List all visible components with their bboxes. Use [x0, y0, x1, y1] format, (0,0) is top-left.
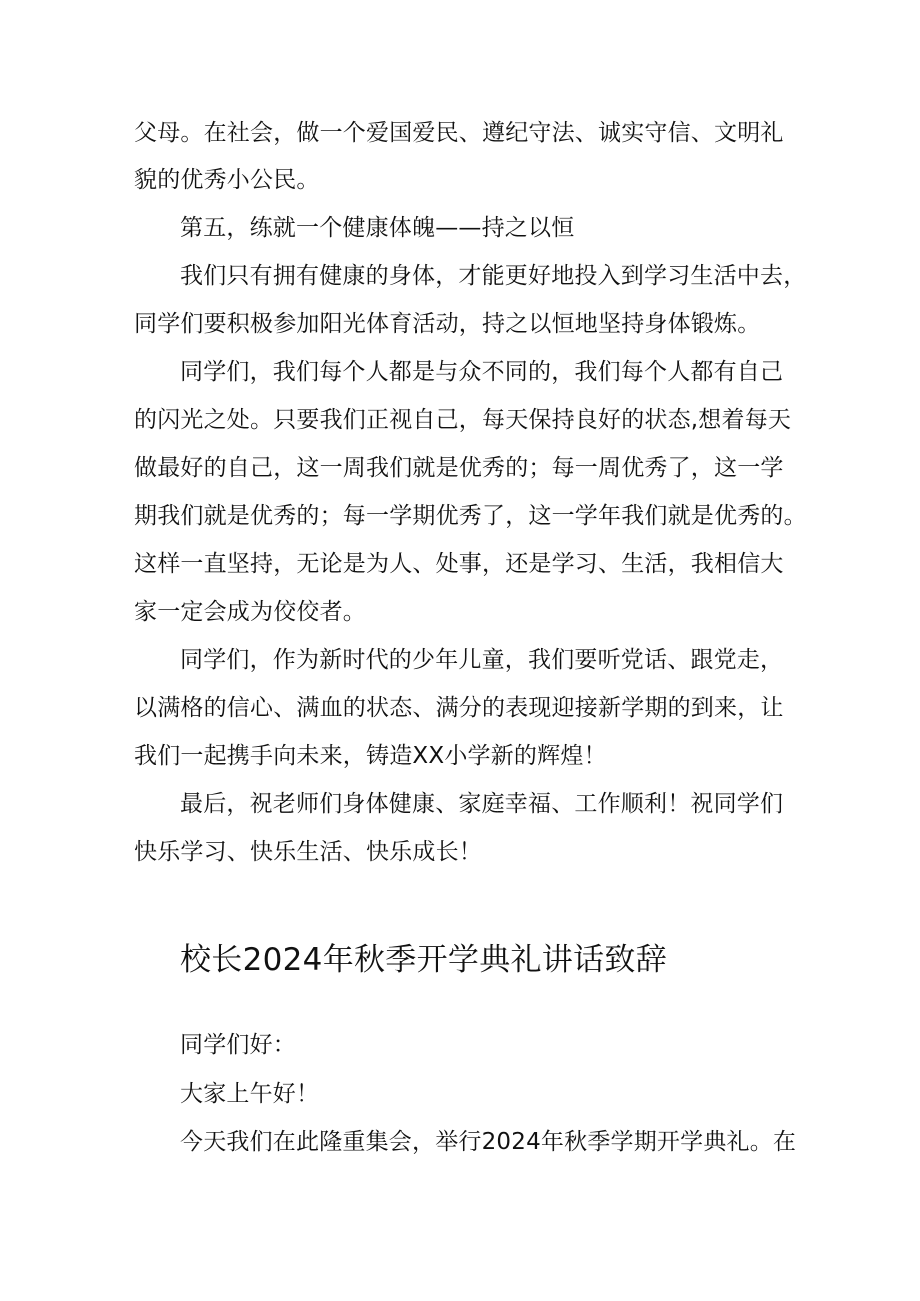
paragraph-line: 这样一直坚持，无论是为人、处事，还是学习、生活，我相信大 — [134, 551, 784, 577]
paragraph-line: 我们只有拥有健康的身体，才能更好地投入到学习生活中去， — [180, 263, 807, 289]
paragraph-line: 以满格的信心、满血的状态、满分的表现迎接新学期的到来，让 — [134, 695, 784, 721]
paragraph-line: 的闪光之处。只要我们正视自己，每天保持良好的状态,想着每天 — [134, 407, 792, 433]
speech-title: 校长2024年秋季开学典礼讲话致辞 — [180, 942, 667, 978]
paragraph-line: 貌的优秀小公民。 — [134, 167, 320, 193]
paragraph-line: 我们一起携手向未来，铸造XX小学新的辉煌！ — [134, 743, 607, 769]
paragraph-line: 家一定会成为佼佼者。 — [134, 599, 366, 625]
section-heading: 第五，练就一个健康体魄——持之以恒 — [180, 215, 575, 241]
paragraph-line: 今天我们在此隆重集会，举行2024年秋季学期开学典礼。在 — [180, 1129, 797, 1155]
paragraph-line: 快乐学习、快乐生活、快乐成长！ — [134, 839, 482, 865]
paragraph-line: 同学们，作为新时代的少年儿童，我们要听党话、跟党走， — [180, 647, 784, 673]
paragraph-line: 期我们就是优秀的；每一学期优秀了，这一学年我们就是优秀的。 — [134, 503, 807, 529]
greeting-line: 大家上午好！ — [180, 1081, 320, 1107]
paragraph-line: 最后，祝老师们身体健康、家庭幸福、工作顺利！祝同学们 — [180, 791, 784, 817]
paragraph-line: 同学们要积极参加阳光体育活动，持之以恒地坚持身体锻炼。 — [134, 311, 761, 337]
greeting-line: 同学们好： — [180, 1032, 296, 1058]
paragraph-line: 父母。在社会，做一个爱国爱民、遵纪守法、诚实守信、文明礼 — [134, 120, 784, 146]
paragraph-line: 做最好的自己，这一周我们就是优秀的；每一周优秀了，这一学 — [134, 455, 784, 481]
paragraph-line: 同学们，我们每个人都是与众不同的，我们每个人都有自己 — [180, 359, 784, 385]
